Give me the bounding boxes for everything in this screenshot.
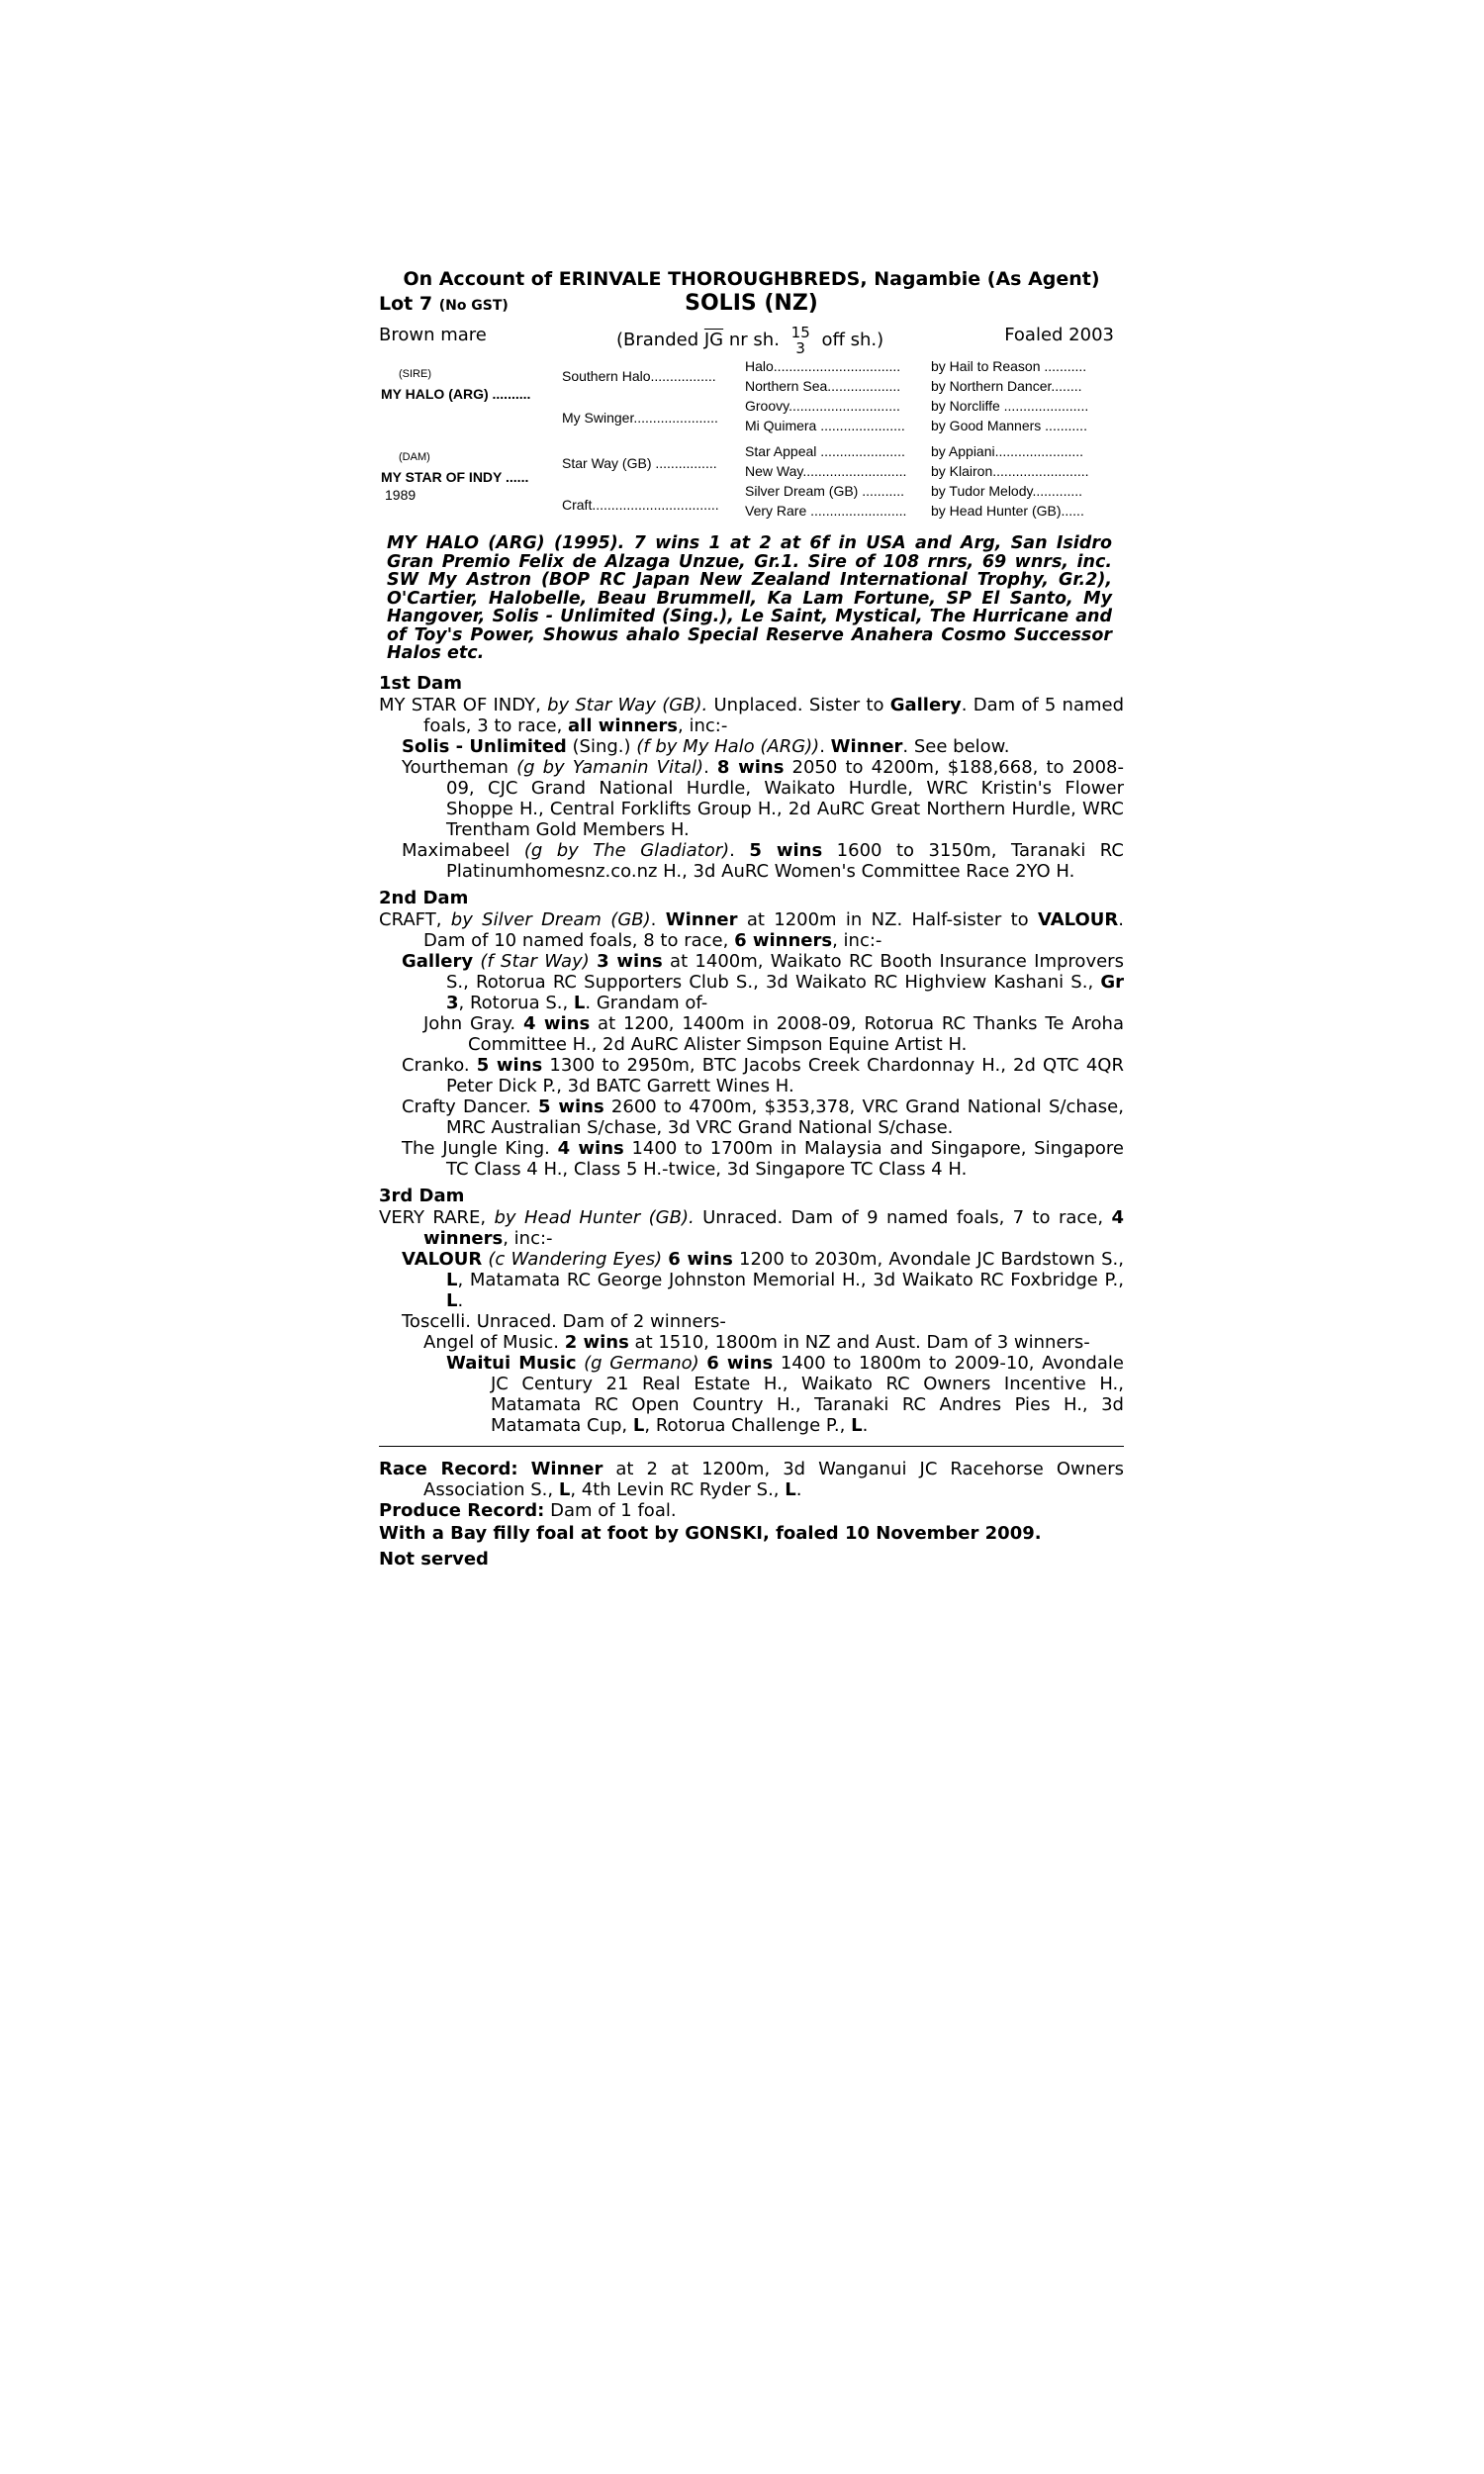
text: 2600 to 4700m, $353,378, VRC Grand National S/chase, MRC Australian S/chase, 3d VRC Grand National S/chase. — [446, 1095, 1124, 1138]
progeny-name: Angel of Music. — [423, 1331, 559, 1353]
winners-count: all winners — [568, 714, 679, 736]
progeny-name: John Gray. — [423, 1012, 516, 1034]
text: at 1510, 1800m in NZ and Aust. Dam of 3 winners- — [634, 1331, 1090, 1353]
wins: Winner — [530, 1458, 603, 1479]
pedigree-table — [379, 356, 1124, 523]
progeny-toscelli: Toscelli. Unraced. Dam of 2 winners- — [402, 1310, 726, 1332]
progeny-cranko — [379, 1055, 1124, 1096]
progeny-solis — [379, 736, 1124, 757]
listed-mark: L — [446, 1269, 458, 1290]
foaled-year: Foaled 2003 — [1004, 325, 1114, 345]
sibling-name: Gallery — [889, 694, 962, 715]
text: . — [862, 1414, 869, 1436]
dam-name: VERY RARE, — [379, 1206, 487, 1228]
second-dam-intro — [379, 909, 1124, 951]
dam-year: 1989 — [385, 487, 417, 503]
pedigree-g2: My Swinger...................... — [562, 410, 718, 426]
pedigree-g3: Mi Quimera ...................... — [745, 418, 905, 433]
foal-at-foot-note: With a Bay filly foal at foot by GONSKI, foaled 10 November 2009. — [379, 1522, 1042, 1544]
text: . Grandam of- — [585, 992, 708, 1013]
dam-sire: by Star Way (GB). — [547, 694, 708, 715]
listed-mark: L — [446, 1289, 458, 1311]
progeny-name: Crafty Dancer. — [402, 1095, 531, 1117]
text: , inc:- — [678, 714, 728, 736]
sire-note: MY HALO (ARG) (1995). 7 wins 1 at 2 at 6f in USA and Arg, San Isidro Gran Premio Felix de Alzaga Unzue, Gr.1. Sire of 108 rnrs, 69 wnrs, inc. SW My Astron (BOP RC Japan New Zealand International Trophy, Gr.2), O'Cartier, Halobelle, Beau Brummell, Ka Lam Fortune, SP El Santo, My Hangover, Solis - Unlimited (Sing.), Le Saint, Mystical, The Hurricane and of Toy's Power, Showus ahalo Special Reserve Anahera Cosmo Successor Halos etc. — [387, 533, 1112, 663]
pedigree-g4: by Appiani....................... — [931, 443, 1084, 459]
progeny-name: Cranko. — [402, 1054, 470, 1076]
progeny-maximabeel — [379, 840, 1124, 882]
text: . — [729, 839, 735, 861]
progeny-waitui-music — [379, 1353, 1124, 1436]
text: (Sing.) — [572, 735, 631, 757]
brand-pre: (Branded — [616, 330, 699, 350]
sire-name: MY HALO (ARG) .......... — [381, 386, 531, 402]
wins: Winner — [830, 735, 903, 757]
first-dam-heading: 1st Dam — [379, 672, 462, 694]
wins: 5 wins — [749, 839, 823, 861]
second-dam-heading: 2nd Dam — [379, 887, 469, 908]
listed-mark: L — [851, 1414, 863, 1436]
text: Dam of 1 foal. — [550, 1499, 677, 1521]
text: . — [650, 908, 657, 930]
pedigree-g3: Star Appeal ...................... — [745, 443, 905, 459]
listed-mark: L — [632, 1414, 645, 1436]
text: . — [819, 735, 825, 757]
progeny-name: VALOUR — [402, 1248, 483, 1270]
text: at 1200, 1400m in 2008-09, Rotorua RC Thanks Te Aroha Committee H., 2d AuRC Alister Simpson Equine Artist H. — [468, 1012, 1124, 1055]
text: at 1400m, Waikato RC Booth Insurance Improvers S., Rotorua RC Supporters Club S., 3d Waikato RC Highview Kashani S., — [446, 950, 1124, 993]
text: 1200 to 2030m, Avondale JC Bardstown S., — [739, 1248, 1124, 1270]
dam-name: MY STAR OF INDY, — [379, 694, 541, 715]
text: . — [703, 756, 709, 778]
dam-sire: by Head Hunter (GB). — [494, 1206, 695, 1228]
group-grade: Gr 3 — [446, 971, 1124, 1013]
progeny-sire: (g Germano) — [584, 1352, 699, 1374]
dam-name: MY STAR OF INDY ...... — [381, 469, 529, 485]
progeny-john-gray — [379, 1013, 1124, 1055]
text: 1400 to 1800m to 2009-10, Avondale JC Century 21 Real Estate H., Waikato RC Owners Incentive H., Matamata RC Open Country H., Taranaki RC Andres Pies H., 3d Matamata Cup, — [491, 1352, 1124, 1436]
wins: 8 wins — [716, 756, 785, 778]
progeny-sire: (c Wandering Eyes) — [488, 1248, 663, 1270]
third-dam-heading: 3rd Dam — [379, 1185, 465, 1206]
wins: Winner — [665, 908, 738, 930]
pedigree-g2: Southern Halo................. — [562, 368, 716, 384]
pedigree-g2: Craft................................. — [562, 497, 719, 513]
pedigree-g4: by Good Manners ........... — [931, 418, 1087, 433]
brand-fraction — [791, 325, 810, 356]
lot-line — [379, 291, 1124, 319]
progeny-name: Solis - Unlimited — [402, 735, 567, 757]
listed-mark: L — [573, 992, 586, 1013]
pedigree-g3: Silver Dream (GB) ........... — [745, 483, 905, 499]
pedigree-g4: by Tudor Melody............. — [931, 483, 1083, 499]
progeny-name: Yourtheman — [402, 756, 509, 778]
text: , inc:- — [832, 929, 882, 951]
text: 2050 to 4200m, $188,668, to 2008-09, CJC Grand National Hurdle, Waikato Hurdle, WRC Kristin's Flower Shoppe H., Central Forklifts Group H., 2d AuRC Great Northern Hurdle, WRC Trentham Gold Members H. — [446, 756, 1124, 840]
brand-num-top: 15 — [790, 324, 810, 341]
pedigree-g3: New Way........................... — [745, 463, 907, 479]
lot-label: Lot 7 — [379, 293, 433, 315]
text: 1400 to 1700m in Malaysia and Singapore, Singapore TC Class 4 H., Class 5 H.-twice, 3d Singapore TC Class 4 H. — [446, 1137, 1124, 1180]
progeny-name: Maximabeel — [402, 839, 510, 861]
wins: 3 wins — [597, 950, 663, 972]
pedigree-g4: by Klairon......................... — [931, 463, 1089, 479]
pedigree-g4: by Norcliffe ...................... — [931, 398, 1089, 414]
winners-count: 4 winners — [423, 1206, 1124, 1249]
text: Unplaced. Sister to — [713, 694, 884, 715]
dam-label: (DAM) — [399, 451, 430, 463]
text: . — [457, 1289, 464, 1311]
pedigree-g4: by Northern Dancer........ — [931, 378, 1082, 394]
listed-mark: L — [785, 1478, 796, 1500]
wins: 6 wins — [706, 1352, 774, 1374]
wins: 4 wins — [522, 1012, 591, 1034]
horse-name: SOLIS (NZ) — [685, 291, 818, 316]
text: Unraced. Dam of 9 named foals, 7 to race, — [702, 1206, 1104, 1228]
dam-name: CRAFT, — [379, 908, 442, 930]
produce-record — [379, 1500, 1124, 1521]
pedigree-g4: by Head Hunter (GB)...... — [931, 503, 1084, 519]
progeny-angel-of-music — [379, 1332, 1124, 1353]
pedigree-g3: Northern Sea................... — [745, 378, 901, 394]
text: , 4th Levin RC Ryder S., — [570, 1478, 780, 1500]
served-status: Not served — [379, 1548, 489, 1570]
wins: 2 wins — [564, 1331, 629, 1353]
brand-mark: $\overline{JG}$ — [703, 330, 724, 350]
text: 1600 to 3150m, Taranaki RC Platinumhomesnz.co.nz H., 3d AuRC Women's Committee Race 2YO H. — [446, 839, 1124, 882]
pedigree-g3: Halo................................. — [745, 358, 901, 374]
wins: 5 wins — [476, 1054, 543, 1076]
progeny-name: Waitui Music — [446, 1352, 577, 1374]
progeny-sire: (g by The Gladiator) — [523, 839, 730, 861]
progeny-name: The Jungle King. — [402, 1137, 550, 1159]
text: , Rotorua Challenge P., — [644, 1414, 846, 1436]
description-line — [379, 319, 1124, 357]
gst-note: (No GST) — [438, 298, 509, 314]
text: at 2 at 1200m, 3d Wanganui JC Racehorse Owners Association S., — [423, 1458, 1124, 1500]
catalogue-page — [379, 267, 1124, 1572]
vendor-header: On Account of ERINVALE THOROUGHBREDS, Nagambie (As Agent) — [403, 268, 1100, 290]
text: . See below. — [902, 735, 1010, 757]
progeny-valour — [379, 1249, 1124, 1311]
text: , Matamata RC George Johnston Memorial H., 3d Waikato RC Foxbridge P., — [457, 1269, 1124, 1290]
text: 1300 to 2950m, BTC Jacobs Creek Chardonnay H., 2d QTC 4QR Peter Dick P., 3d BATC Garrett Wines H. — [446, 1054, 1124, 1096]
race-record-label: Race Record: — [379, 1458, 518, 1479]
text: at 1200m in NZ. Half-sister to — [746, 908, 1029, 930]
progeny-sire: (f Star Way) — [480, 950, 590, 972]
sire-label: (SIRE) — [399, 368, 431, 380]
wins: 6 wins — [668, 1248, 733, 1270]
pedigree-g3: Very Rare ......................... — [745, 503, 907, 519]
first-dam-intro — [379, 695, 1124, 736]
third-dam-intro — [379, 1207, 1124, 1249]
text: . Dam of 10 named foals, 8 to race, — [423, 908, 1124, 951]
progeny-gallery — [379, 951, 1124, 1013]
winners-count: 6 winners — [734, 929, 833, 951]
progeny-sire: (f by My Halo (ARG)) — [636, 735, 820, 757]
text: , Rotorua S., — [458, 992, 569, 1013]
text: . Dam of 5 named foals, 3 to race, — [423, 694, 1125, 736]
listed-mark: L — [558, 1478, 571, 1500]
pedigree-g4: by Hail to Reason ........... — [931, 358, 1087, 374]
progeny-name: Gallery — [402, 950, 474, 972]
progeny-crafty-dancer — [379, 1096, 1124, 1138]
brand-num-bottom: 3 — [795, 339, 805, 357]
produce-record-label: Produce Record: — [379, 1499, 545, 1521]
brand-post: off sh.) — [821, 330, 884, 350]
divider — [379, 1446, 1124, 1447]
wins: 5 wins — [538, 1095, 604, 1117]
pedigree-g3: Groovy............................. — [745, 398, 900, 414]
brand-text — [616, 325, 883, 356]
text: , inc:- — [503, 1227, 553, 1249]
dam-sire: by Silver Dream (GB) — [450, 908, 651, 930]
brand-side: nr sh. — [728, 330, 780, 350]
pedigree-g2: Star Way (GB) ................ — [562, 455, 717, 471]
wins: 4 wins — [557, 1137, 624, 1159]
sibling-name: VALOUR — [1037, 908, 1119, 930]
progeny-jungle-king — [379, 1138, 1124, 1180]
color-sex: Brown mare — [379, 325, 487, 345]
text: . — [795, 1478, 802, 1500]
progeny-sire: (g by Yamanin Vital) — [516, 756, 704, 778]
race-record — [379, 1459, 1124, 1500]
progeny-yourtheman — [379, 757, 1124, 840]
